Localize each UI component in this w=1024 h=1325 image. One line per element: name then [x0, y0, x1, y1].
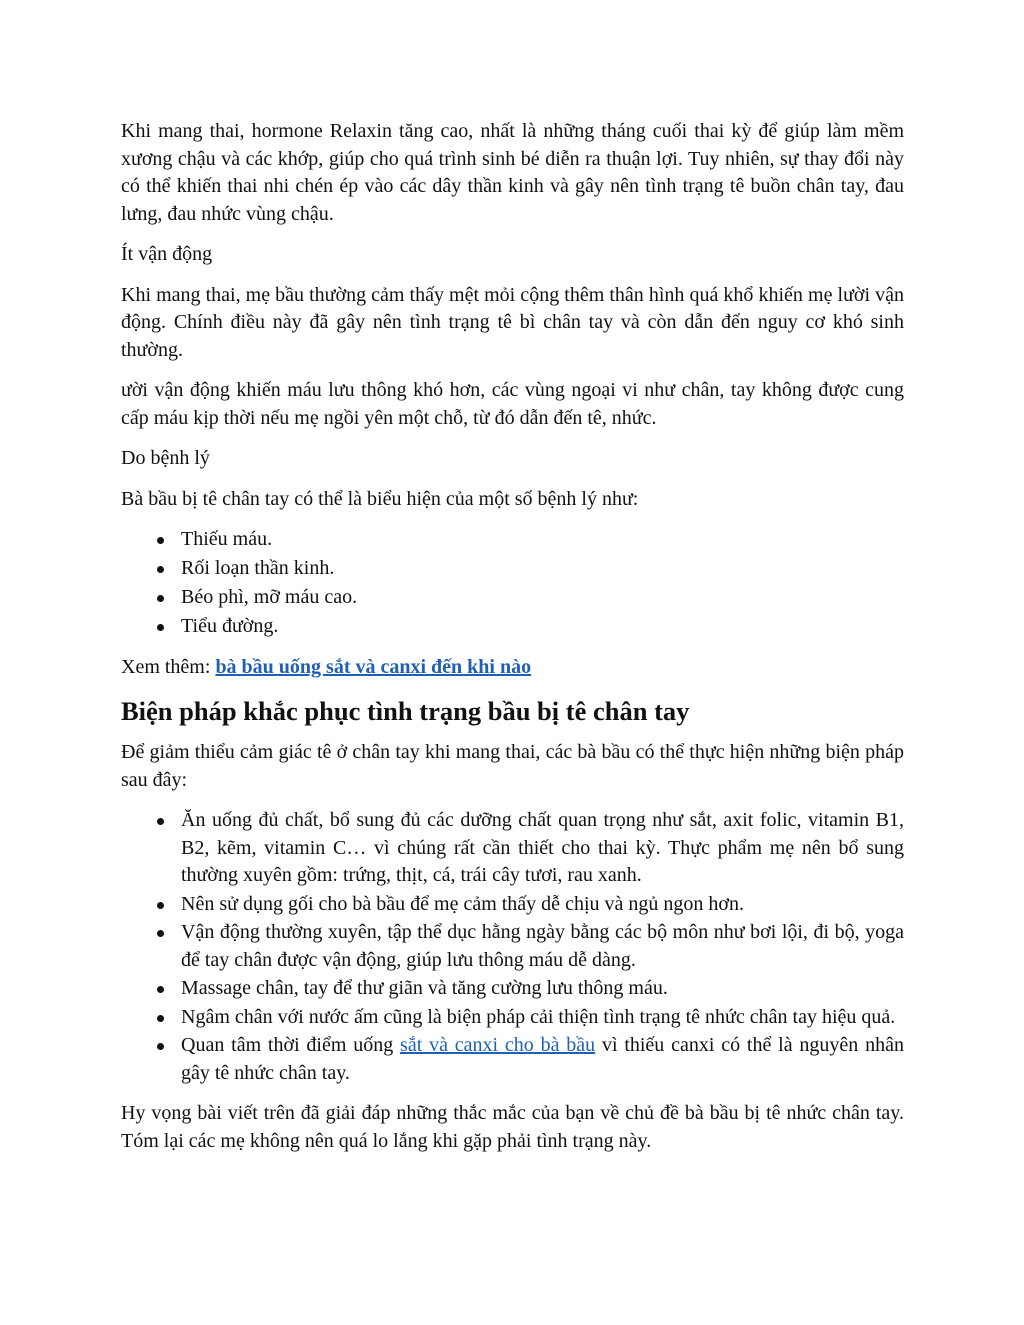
list-item-prefix: Quan tâm thời điểm uống: [181, 1034, 401, 1056]
list-item: [121, 613, 904, 641]
bullet-icon: [157, 1043, 164, 1050]
list-item: [121, 891, 904, 919]
paragraph-conclusion: Hy vọng bài viết trên đã giải đáp những thắc mắc của bạn về chủ đề bà bầu bị tê nhức chân tay. Tóm lại các mẹ không nên quá lo lắng khi gặp phải tình trạng này.: [121, 1102, 904, 1152]
remedies-list: [121, 807, 904, 1087]
bullet-icon: [157, 624, 164, 631]
document-page: [121, 118, 904, 1168]
paragraph-disease-intro: Bà bầu bị tê chân tay có thể là biểu hiện của một số bệnh lý như:: [121, 487, 639, 510]
list-item-text: Thiếu máu.: [181, 528, 273, 550]
list-item-text: Béo phì, mỡ máu cao.: [181, 586, 358, 608]
list-item: [121, 526, 904, 554]
list-item-text: Tiểu đường.: [181, 615, 279, 637]
paragraph-remedies-intro: Để giảm thiểu cảm giác tê ở chân tay khi mang thai, các bà bầu có thể thực hiện những biện pháp sau đây:: [121, 741, 904, 791]
bullet-icon: [157, 566, 164, 573]
list-item: [121, 555, 904, 583]
list-item: [121, 975, 904, 1003]
list-item-text: Nên sử dụng gối cho bà bầu để mẹ cảm thấy dễ chịu và ngủ ngon hơn.: [181, 892, 744, 915]
bullet-icon: [157, 930, 164, 937]
bullet-icon: [157, 1015, 164, 1022]
list-item: [121, 919, 904, 974]
paragraph-fatigue: Khi mang thai, mẹ bầu thường cảm thấy mệt mỏi cộng thêm thân hình quá khổ khiến mẹ lười vận động. Chính điều này đã gây nên tình trạng tê bì chân tay và còn dẫn đến nguy cơ khó sinh thường.: [121, 283, 904, 361]
list-item: [121, 1032, 904, 1087]
paragraph-relaxin: Khi mang thai, hormone Relaxin tăng cao, nhất là những tháng cuối thai kỳ để giúp làm mềm xương chậu và các khớp, giúp cho quá trình sinh bé diễn ra thuận lợi. Tuy nhiên, sự thay đổi này có thể khiến thai nhi chén ép vào các dây thần kinh và gây nên tình trạng tê buồn chân tay, đau lưng, đau nhức vùng chậu.: [121, 120, 904, 225]
see-more-link[interactable]: bà bầu uống sắt và canxi đến khi nào: [215, 655, 532, 678]
list-item-text: Ngâm chân với nước ấm cũng là biện pháp cải thiện tình trạng tê nhức chân tay hiệu quả.: [181, 1005, 896, 1028]
bullet-icon: [157, 595, 164, 602]
list-item-text: Rối loạn thần kinh.: [181, 557, 335, 579]
subheading-less-activity: Ít vận động: [121, 243, 213, 265]
section-heading: Biện pháp khắc phục tình trạng bầu bị tê chân tay: [121, 696, 690, 726]
bullet-icon: [157, 537, 164, 544]
paragraph-circulation: ười vận động khiến máu lưu thông khó hơn, các vùng ngoại vi như chân, tay không được cung cấp máu kịp thời nếu mẹ ngồi yên một chỗ, từ đó dẫn đến tê, nhức.: [121, 379, 904, 429]
see-more-prefix: Xem thêm:: [121, 655, 216, 678]
list-item-text: Massage chân, tay để thư giãn và tăng cường lưu thông máu.: [181, 977, 668, 999]
list-item: [121, 584, 904, 612]
list-item-text: Ăn uống đủ chất, bổ sung đủ các dưỡng chất quan trọng như sắt, axit folic, vitamin B1, B2, kẽm, vitamin C… vì chúng rất cần thiết cho thai kỳ. Thực phẩm mẹ nên bổ sung thường xuyên gồm: trứng, thịt, cá, trái cây tươi, rau xanh.: [181, 809, 904, 886]
see-more-line: [121, 654, 904, 682]
bullet-icon: [157, 902, 164, 909]
list-item-text: Vận động thường xuyên, tập thể dục hằng ngày bằng các bộ môn như bơi lội, đi bộ, yoga để tay chân được vận động, giúp lưu thông máu dễ dàng.: [181, 921, 904, 971]
list-item-suffix: vì thiếu canxi có thể là nguyên nhân gây tê nhức chân tay.: [181, 1034, 904, 1084]
list-item: [121, 1004, 904, 1032]
bullet-icon: [157, 818, 164, 825]
subheading-disease: Do bệnh lý: [121, 447, 210, 469]
disease-list: [121, 526, 904, 641]
bullet-icon: [157, 986, 164, 993]
list-item: [121, 807, 904, 890]
iron-calcium-link[interactable]: sắt và canxi cho bà bầu: [400, 1034, 596, 1056]
